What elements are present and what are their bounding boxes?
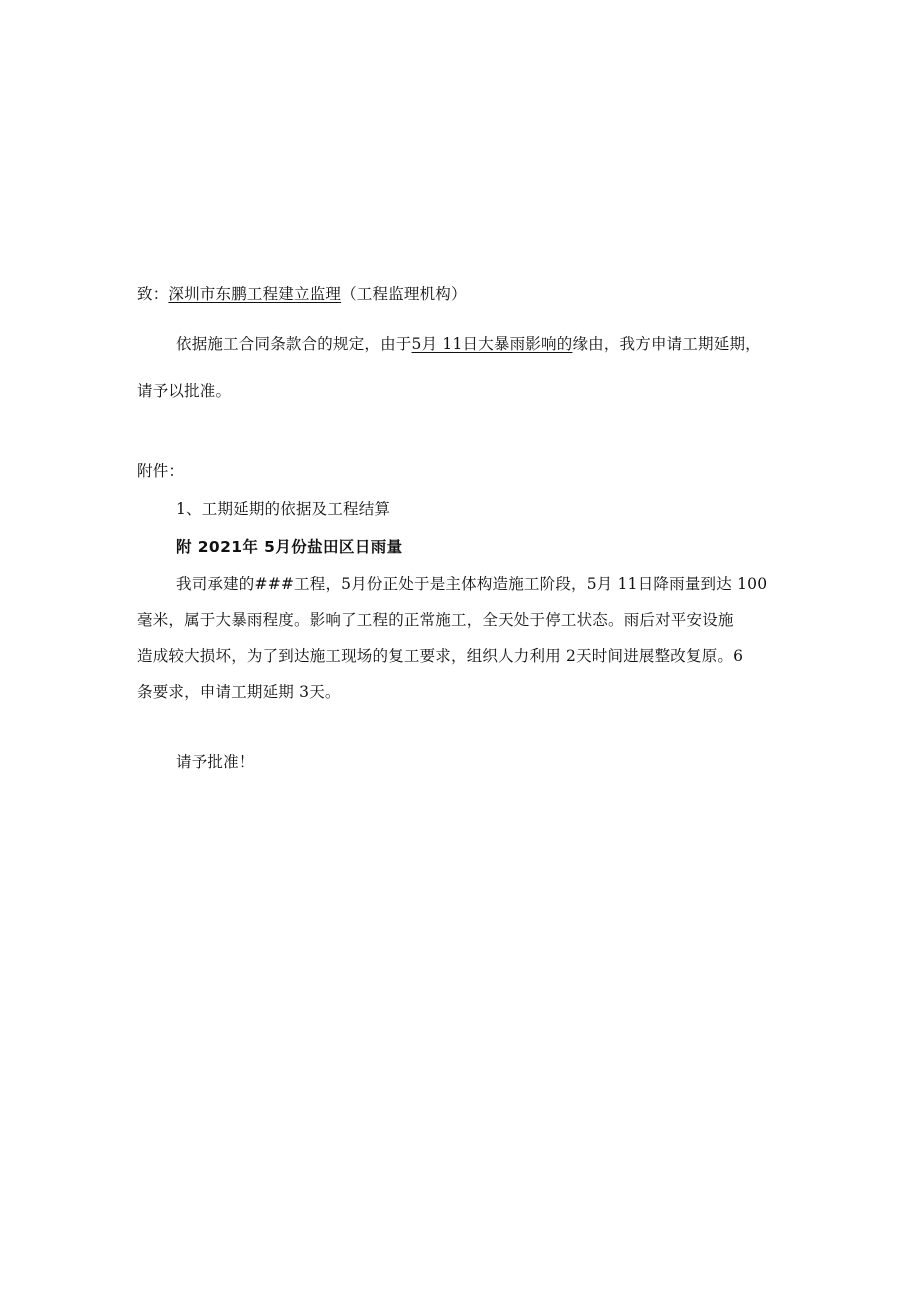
request-reason: 5月 11日大暴雨影响的 (411, 335, 573, 353)
body-line-4: 条要求，申请工期延期 3天。 (137, 683, 341, 701)
body-line-2: 毫米，属于大暴雨程度。影响了工程的正常施工，全天处于停工状态。雨后对平安设施 (137, 611, 734, 629)
addressee-suffix: （工程监理机构） (341, 285, 467, 303)
request-line-2: 请予以批准。 (137, 382, 232, 400)
attachment-item: 1、工期延期的依据及工程结算 (176, 500, 391, 518)
addressee-line (137, 283, 467, 305)
addressee-prefix: 致： (137, 285, 169, 303)
addressee-organization: 深圳市东鹏工程建立监理 (168, 285, 342, 303)
request-text-part2: 缘由，我方申请工期延期， (572, 335, 761, 353)
body-line-1: 我司承建的###工程，5月份正处于是主体构造施工阶段，5月 11日降雨量到达 100 (176, 575, 768, 593)
closing-line: 请予批准！ (176, 753, 255, 771)
request-line-1 (176, 333, 761, 355)
body-line-3: 造成较大损坏，为了到达施工现场的复工要求，组织人力利用 2天时间进展整改复原。6 (137, 647, 744, 665)
rainfall-title: 附 2021年 5月份盐田区日雨量 (176, 538, 403, 556)
request-text-part1: 依据施工合同条款合的规定，由于 (176, 335, 412, 353)
attachments-label: 附件： (137, 462, 185, 480)
